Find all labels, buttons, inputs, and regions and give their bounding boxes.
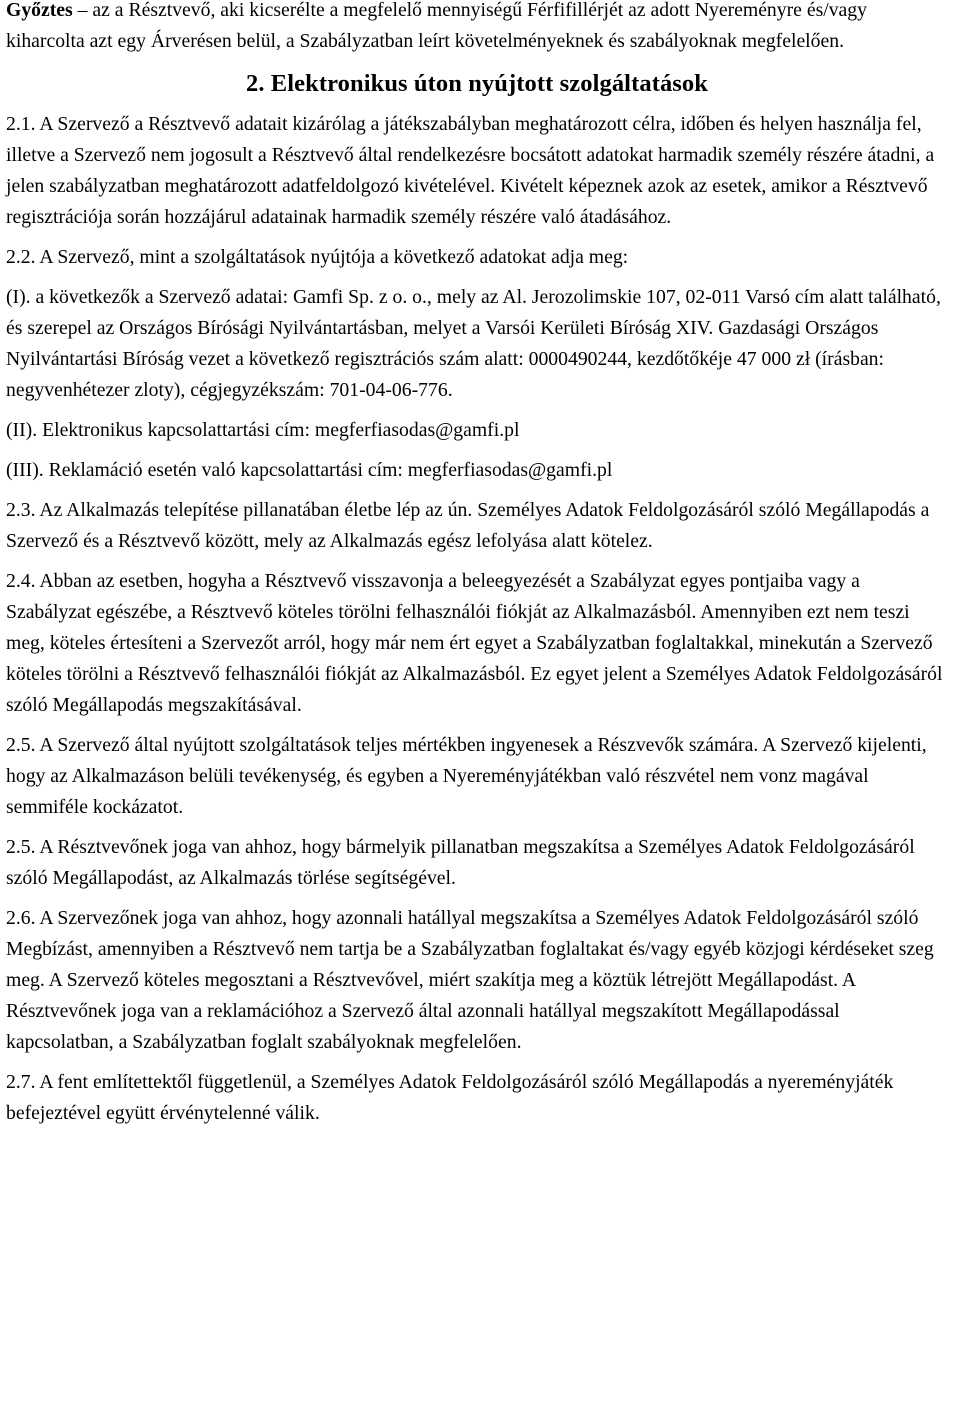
paragraph-complaint-address: (III). Reklamáció esetén való kapcsolattartási cím: megferfiasodas@gamfi.pl — [6, 459, 613, 481]
paragraph-contact-address: (II). Elektronikus kapcsolattartási cím: megferfiasodas@gamfi.pl — [6, 419, 520, 441]
intro-text: – az a Résztvevő, aki kicserélte a megfelelő mennyiségű Férfifillérjét az adott Nyereményre és/vagy kiharcolta azt egy Árverésen belül, a Szabályzatban leírt követelményeknek és szabályoknak megfelelően. — [6, 0, 867, 52]
paragraph-2-5-a: 2.5. A Szervező által nyújtott szolgáltatások teljes mértékben ingyenesek a Részvevők számára. A Szervező kijelenti, hogy az Alkalmazáson belüli tevékenység, és egyben a Nyereményjátékban való részvétel nem vonz magával semmiféle kockázatot. — [6, 734, 927, 818]
paragraph-2-1: 2.1. A Szervező a Résztvevő adatait kizárólag a játékszabályban meghatározott célra, időben és helyen használja fel, illetve a Szervező nem jogosult a Résztvevő által rendelkezésre bocsátott adatokat harmadik személy részére átadni, a jelen szabályzatban meghatározott adatfeldolgozó kivételével. Kivételt képeznek azok az esetek, amikor a Résztvevő regisztrációja során hozzájárul adatainak harmadik személy részére való átadásához. — [6, 113, 935, 228]
paragraph-2-3: 2.3. Az Alkalmazás telepítése pillanatában életbe lép az ún. Személyes Adatok Feldolgozásáról szóló Megállapodás a Szervező és a Résztvevő között, mely az Alkalmazás egész lefolyása alatt kötelez. — [6, 499, 930, 552]
paragraph-2-7: 2.7. A fent említettektől függetlenül, a Személyes Adatok Feldolgozásáról szóló Megállapodás a nyereményjáték befejeztével együtt érvénytelenné válik. — [6, 1071, 894, 1124]
section-heading: 2. Elektronikus úton nyújtott szolgáltatások — [245, 70, 709, 97]
term-winner: Győztes — [6, 0, 73, 21]
paragraph-2-2: 2.2. A Szervező, mint a szolgáltatások nyújtója a következő adatokat adja meg: — [6, 246, 629, 268]
paragraph-2-4: 2.4. Abban az esetben, hogyha a Résztvevő visszavonja a beleegyezését a Szabályzat egyes pontjaiba vagy a Szabályzat egészébe, a Résztvevő köteles törölni felhasználói fiókját az Alkalmazásból. Amennyiben ezt nem teszi meg, köteles értesíteni a Szervezőt arról, hogy már nem ért egyet a Szabályzatban foglaltakkal, minekután a Szervező köteles törölni a Résztvevő felhasználói fiókját az Alkalmazásból. Ez egyet jelent a Személyes Adatok Feldolgozásáról szóló Megállapodás megszakításával. — [6, 570, 943, 716]
paragraph-2-5-b: 2.5. A Résztvevőnek joga van ahhoz, hogy bármelyik pillanatban megszakítsa a Személyes Adatok Feldolgozásáról szóló Megállapodást, az Alkalmazás törlése segítségével. — [6, 836, 915, 889]
intro-paragraph — [6, 0, 948, 57]
paragraph-2-6: 2.6. A Szervezőnek joga van ahhoz, hogy azonnali hatállyal megszakítsa a Személyes Adatok Feldolgozásáról szóló Megbízást, amennyiben a Résztvevő nem tartja be a Szabályzatban foglaltakat és/vagy egyéb közjogi kérdéseket szeg meg. A Szervező köteles megosztani a Résztvevővel, miért szakítja meg a köztük létrejött Megállapodást. A Résztvevőnek joga van a reklamációhoz a Szervező által azonnali hatállyal megszakított Megállapodással kapcsolatban, a Szabályzatban foglalt szabályoknak megfelelően. — [6, 907, 934, 1053]
paragraph-organizer-details: (I). a következők a Szervező adatai: Gamfi Sp. z o. o., mely az Al. Jerozolimskie 107, 02-011 Varsó cím alatt található, és szerepel az Országos Bírósági Nyilvántartásban, melyet a Varsói Kerületi Bíróság XIV. Gazdasági Országos Nyilvántartási Bíróság vezet a következő regisztrációs szám alatt: 0000490244, kezdőtőkéje 47 000 zł (írásban: negyvenhétezer zloty), cégjegyzékszám: 701-04-06-776. — [6, 286, 941, 401]
